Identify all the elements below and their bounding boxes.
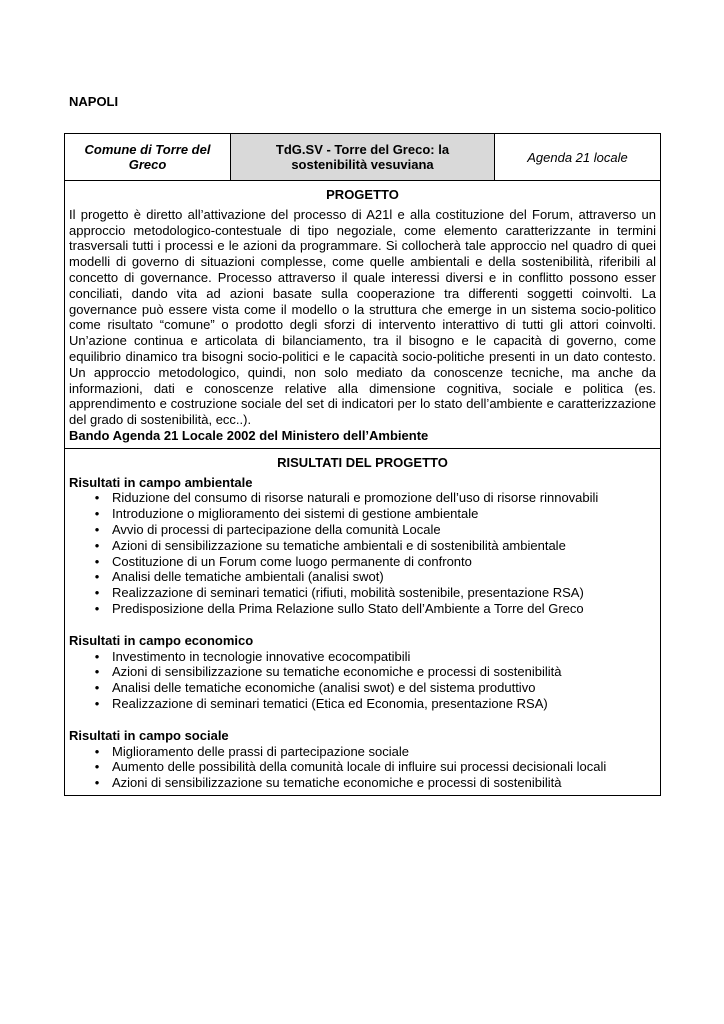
list-item bbox=[90, 759, 656, 775]
list-item bbox=[90, 744, 656, 760]
list-item-text: Aumento delle possibilità della comunità locale di influire sui processi decisionali locali bbox=[112, 759, 607, 775]
economic-heading: Risultati in campo economico bbox=[69, 632, 254, 648]
list-item-text: Azioni di sensibilizzazione su tematiche ambientali e di sostenibilità ambientale bbox=[112, 537, 566, 553]
social-heading: Risultati in campo sociale bbox=[69, 727, 229, 743]
bullet-icon: • bbox=[94, 600, 100, 616]
list-item-text: Investimento in tecnologie innovative ecocompatibili bbox=[112, 648, 411, 664]
list-item-text: Avvio di processi di partecipazione della comunità Locale bbox=[112, 521, 441, 537]
list-item bbox=[90, 680, 656, 696]
environmental-heading: Risultati in campo ambientale bbox=[69, 474, 253, 490]
project-description: Il progetto è diretto all’attivazione del processo di A21l e alla costituzione del Forum, attraverso un approccio metodologico-contestuale di tipo negoziale, come elemento caratterizzante in termini trasversali tutti i processi e le azioni da programmare. Si collocherà tale approccio nel quadro di quei modelli di governo di situazioni complesse, come quelle ambientali e della sostenibilità, riferibili al concetto di governance. Processo attraverso il quale interessi diversi e in conflitto possono esser conciliati, dando vita ad azioni basate sulla cooperazione tra differenti soggetti coinvolti. La governance può essere vista come il modello o la struttura che emerge in un sistema socio-politico come risultato “comune” o prodotto degli sforzi di intervento interattivo di tutti gli attori coinvolti. Un’azione continua e articolata di bilanciamento, tra il bisogno e le capacità di governo, come equilibrio dinamico tra bisogni socio-politici e le capacità socio-politiche presenti in un dato contesto. Un approccio metodologico, quindi, non solo mediato da conoscenze tecniche, ma anche da informazioni, dati e conoscenze relative alla dimensione cognitiva, sociale e politica (es. apprendimento e costruzione sociale del set di indicatori per lo stato dell’ambiente e caratterizzazione del grado di sostenibilità, ecc..). bbox=[69, 206, 656, 428]
list-item bbox=[90, 538, 656, 554]
list-item-text: Predisposizione della Prima Relazione sullo Stato dell’Ambiente a Torre del Greco bbox=[112, 600, 584, 616]
environmental-list bbox=[69, 490, 656, 616]
list-item bbox=[90, 664, 656, 680]
list-item bbox=[90, 522, 656, 538]
list-item bbox=[90, 696, 656, 712]
project-name-cell: TdG.SV - Torre del Greco: la sostenibilità vesuviana bbox=[231, 134, 495, 180]
list-item bbox=[90, 506, 656, 522]
social-list bbox=[69, 744, 656, 791]
table-header-row bbox=[65, 134, 660, 181]
municipality-cell: Comune di Torre del Greco bbox=[65, 134, 231, 180]
list-item-text: Riduzione del consumo di risorse naturali e promozione dell’uso di risorse rinnovabili bbox=[112, 490, 599, 506]
list-item-text: Realizzazione di seminari tematici (Etica ed Economia, presentazione RSA) bbox=[112, 695, 548, 711]
bullet-icon: • bbox=[94, 664, 100, 680]
bullet-icon: • bbox=[94, 490, 100, 506]
bullet-icon: • bbox=[94, 569, 100, 585]
list-item-text: Analisi delle tematiche ambientali (analisi swot) bbox=[112, 569, 384, 585]
list-item bbox=[90, 601, 656, 617]
results-title: RISULTATI DEL PROGETTO bbox=[277, 454, 448, 470]
list-item-text: Analisi delle tematiche economiche (analisi swot) e del sistema produttivo bbox=[112, 680, 536, 696]
program-cell: Agenda 21 locale bbox=[527, 149, 628, 165]
list-item bbox=[90, 585, 656, 601]
project-bando: Bando Agenda 21 Locale 2002 del Ministero dell’Ambiente bbox=[69, 427, 429, 443]
bullet-icon: • bbox=[94, 775, 100, 791]
economic-list bbox=[69, 649, 656, 712]
list-item bbox=[90, 569, 656, 585]
list-item-text: Costituzione di un Forum come luogo permanente di confronto bbox=[112, 553, 472, 569]
bullet-icon: • bbox=[94, 759, 100, 775]
list-item bbox=[90, 554, 656, 570]
bullet-icon: • bbox=[94, 680, 100, 696]
bullet-icon: • bbox=[94, 553, 100, 569]
bullet-icon: • bbox=[94, 695, 100, 711]
project-title: PROGETTO bbox=[326, 187, 399, 202]
bullet-icon: • bbox=[94, 521, 100, 537]
list-item bbox=[90, 775, 656, 791]
list-item-text: Miglioramento delle prassi di partecipazione sociale bbox=[112, 743, 409, 759]
project-section bbox=[65, 181, 660, 448]
bullet-icon: • bbox=[94, 537, 100, 553]
bullet-icon: • bbox=[94, 648, 100, 664]
list-item-text: Azioni di sensibilizzazione su tematiche economiche e processi di sostenibilità bbox=[112, 664, 562, 680]
list-item-text: Realizzazione di seminari tematici (rifiuti, mobilità sostenibile, presentazione RSA) bbox=[112, 585, 584, 601]
list-item-text: Azioni di sensibilizzazione su tematiche economiche e processi di sostenibilità bbox=[112, 775, 562, 791]
bullet-icon: • bbox=[94, 743, 100, 759]
results-section bbox=[65, 448, 660, 795]
list-item-text: Introduzione o miglioramento dei sistemi di gestione ambientale bbox=[112, 506, 479, 522]
bullet-icon: • bbox=[94, 506, 100, 522]
project-table bbox=[64, 133, 661, 796]
list-item bbox=[90, 649, 656, 665]
city-heading: NAPOLI bbox=[69, 94, 119, 109]
bullet-icon: • bbox=[94, 585, 100, 601]
list-item bbox=[90, 490, 656, 506]
